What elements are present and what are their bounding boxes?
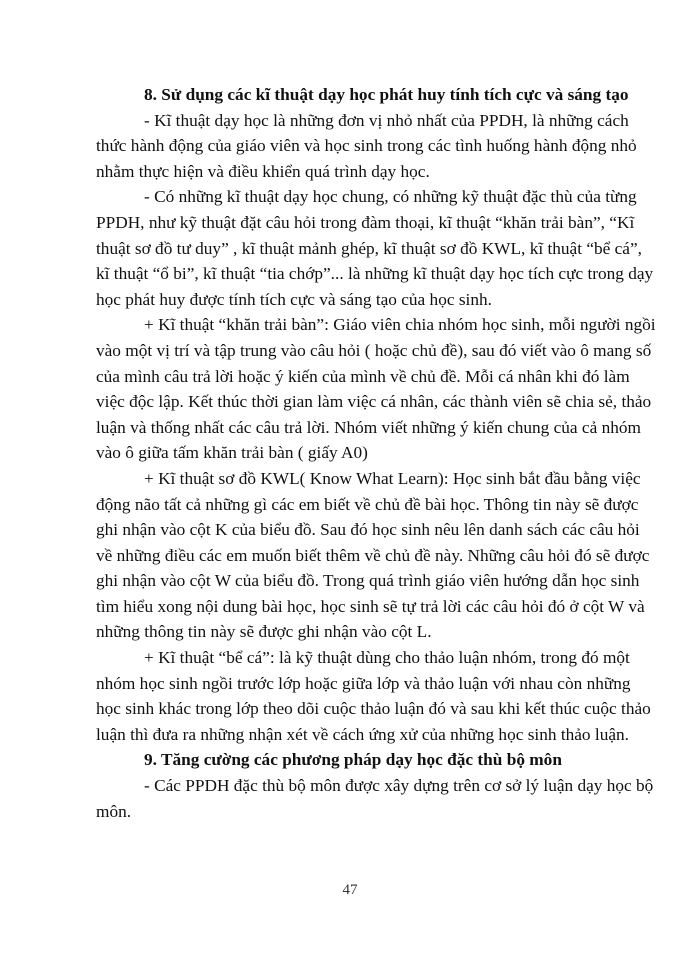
- paragraph-line: vào một vị trí và tập trung vào câu hỏi ( hoặc chủ đề), sau đó viết vào ô mang số: [96, 340, 652, 360]
- paragraph-line: kĩ thuật “ổ bi”, kĩ thuật “tia chớp”... là những kĩ thuật dạy học tích cực trong dạy: [96, 264, 654, 284]
- paragraph-line: học phát huy được tính tích cực và sáng tạo của học sinh.: [96, 289, 492, 309]
- paragraph-line: ghi nhận vào cột K của biểu đồ. Sau đó học sinh nêu lên danh sách các câu hỏi: [96, 520, 640, 540]
- paragraph-line: PPDH, như kỹ thuật đặt câu hỏi trong đàm thoại, kĩ thuật “khăn trải bàn”, “Kĩ: [96, 212, 635, 232]
- paragraph-line: học sinh khác trong lớp theo dõi cuộc thảo luận đó và sau khi kết thúc cuộc thảo: [96, 699, 651, 719]
- paragraph-line: động não tất cả những gì các em biết về chủ đề bài học. Thông tin này sẽ được: [96, 494, 639, 514]
- paragraph-line: + Kĩ thuật “khăn trải bàn”: Giáo viên chia nhóm học sinh, mỗi người ngồi: [144, 315, 656, 335]
- paragraph-line: luận thì đưa ra những nhận xét về cách ứng xử của những học sinh thảo luận.: [96, 724, 629, 744]
- document-page: [96, 82, 656, 824]
- paragraph-line: việc độc lập. Kết thúc thời gian làm việc cá nhân, các thành viên sẽ chia sẻ, thảo: [96, 392, 652, 412]
- paragraph-line: tìm hiểu xong nội dung bài học, học sinh sẽ tự trả lời các câu hỏi đó ở cột W và: [96, 596, 645, 616]
- paragraph-line: về những điều các em muốn biết thêm về chủ đề này. Những câu hỏi đó sẽ được: [96, 545, 650, 565]
- paragraph-line: luận và thống nhất các câu trả lời. Nhóm viết những ý kiến chung của cả nhóm: [96, 417, 641, 437]
- paragraph-line: - Kĩ thuật dạy học là những đơn vị nhỏ nhất của PPDH, là những cách: [144, 110, 629, 130]
- paragraph-line: của mình câu trả lời hoặc ý kiến của mình về chủ đề. Mỗi cá nhân khi đó làm: [96, 366, 630, 386]
- paragraph-line: môn.: [96, 801, 132, 821]
- page-number: 47: [342, 882, 358, 898]
- paragraph-line: - Có những kĩ thuật dạy học chung, có những kỹ thuật đặc thù của từng: [144, 187, 637, 207]
- paragraph-line: + Kĩ thuật “bể cá”: là kỹ thuật dùng cho thảo luận nhóm, trong đó một: [144, 648, 630, 668]
- section-heading-8: 8. Sử dụng các kĩ thuật dạy học phát huy tính tích cực và sáng tạo: [144, 85, 629, 104]
- paragraph-line: + Kĩ thuật sơ đồ KWL( Know What Learn): Học sinh bắt đầu bằng việc: [144, 468, 641, 488]
- paragraph-line: thuật sơ đồ tư duy” , kĩ thuật mảnh ghép, kĩ thuật sơ đồ KWL, kĩ thuật “bể cá”,: [96, 238, 642, 258]
- paragraph-line: những thông tin này sẽ được ghi nhận vào cột L.: [96, 622, 432, 642]
- paragraph-line: nhằm thực hiện và điều khiển quá trình dạy học.: [96, 161, 430, 181]
- paragraph-line: thức hành động của giáo viên và học sinh trong các tình huống hành động nhỏ: [96, 136, 637, 156]
- section-heading-9: 9. Tăng cường các phương pháp dạy học đặc thù bộ môn: [144, 750, 562, 770]
- paragraph-line: ghi nhận vào cột W của biểu đồ. Trong quá trình giáo viên hướng dẫn học sinh: [96, 571, 640, 591]
- paragraph-line: nhóm học sinh ngồi trước lớp hoặc giữa lớp và thảo luận với nhau còn những: [96, 673, 631, 693]
- paragraph-line: - Các PPDH đặc thù bộ môn được xây dựng trên cơ sở lý luận dạy học bộ: [144, 776, 654, 796]
- paragraph-line: vào ô giữa tấm khăn trải bàn ( giấy A0): [96, 443, 368, 463]
